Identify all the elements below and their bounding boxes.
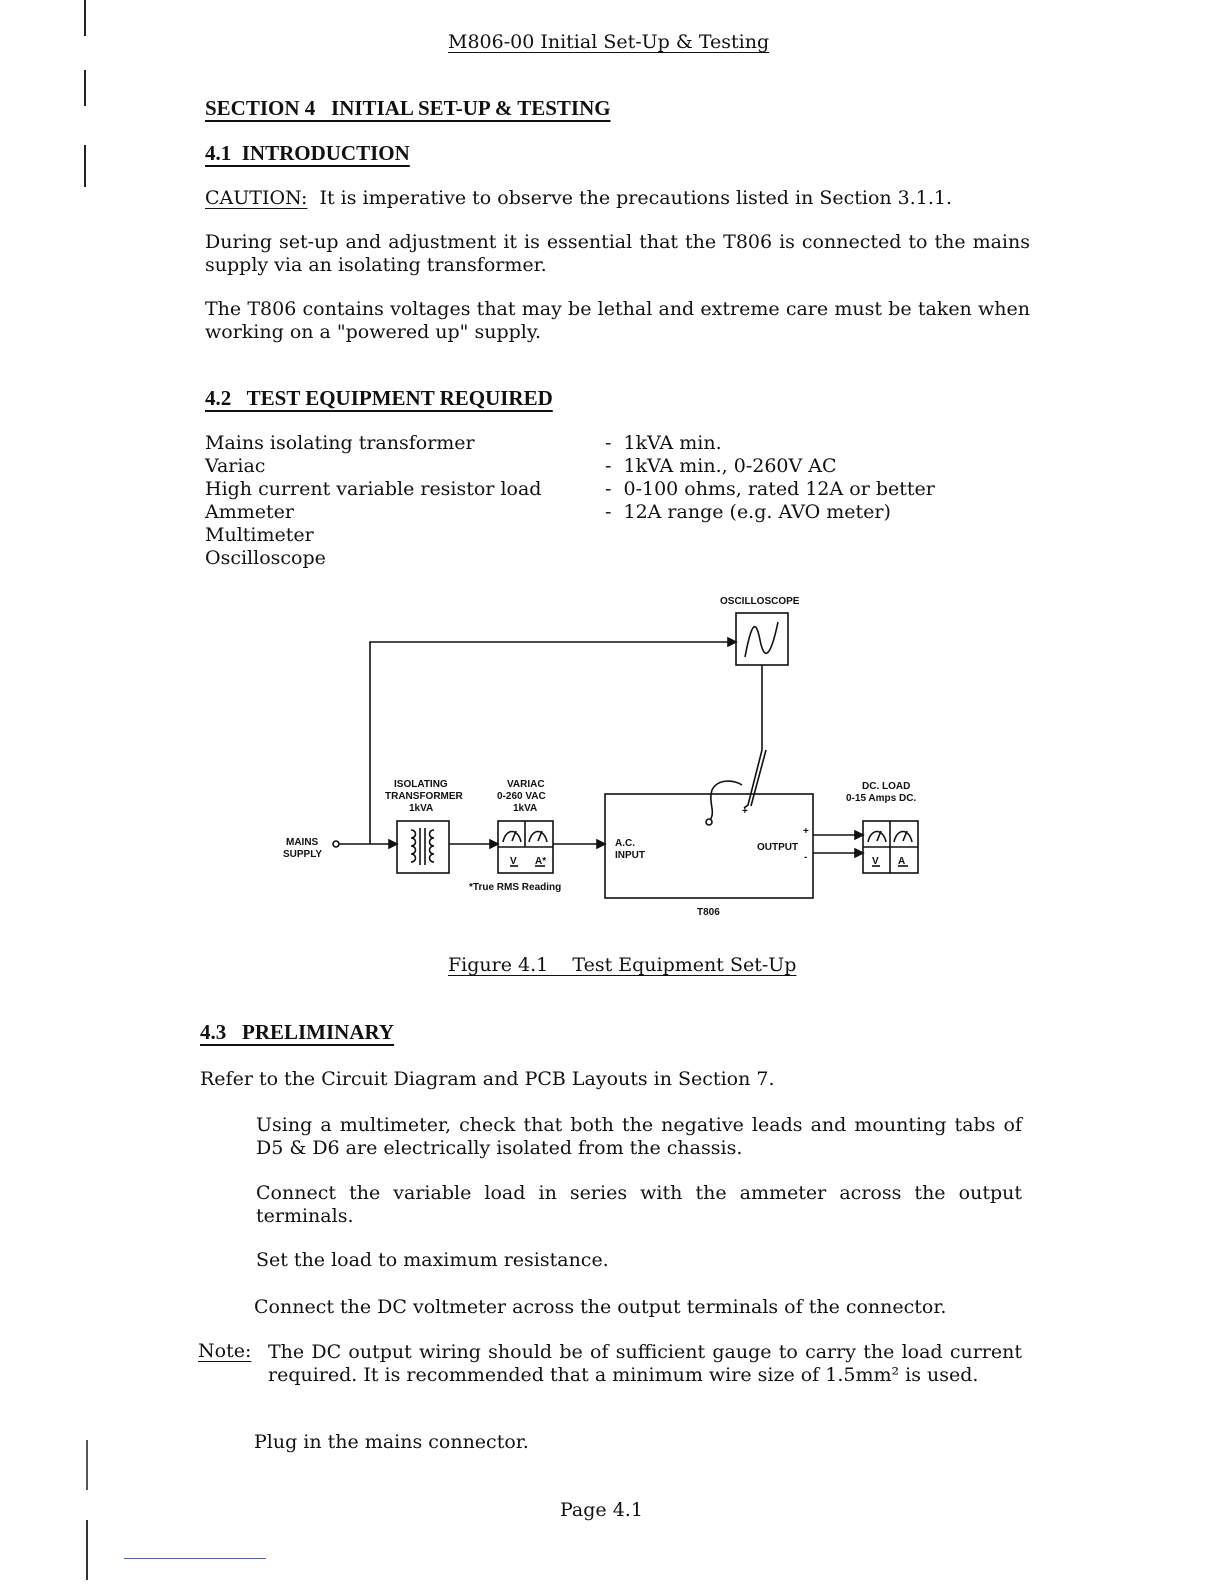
label-variac-a: A* (535, 856, 547, 867)
label-load-a: A (898, 856, 906, 867)
equipment-name: Variac (205, 455, 266, 477)
equipment-heading: 4.2 TEST EQUIPMENT REQUIRED (205, 386, 553, 410)
equipment-name: Oscilloscope (205, 547, 326, 569)
caution-text: It is imperative to observe the precautions listed in Section 3.1.1. (319, 187, 953, 209)
equipment-name: Mains isolating transformer (205, 432, 475, 454)
intro-heading: 4.1 INTRODUCTION (205, 141, 410, 165)
sine-wave-icon (745, 622, 778, 657)
caution-line (205, 187, 1030, 210)
section-title: SECTION 4 INITIAL SET-UP & TESTING (205, 96, 611, 120)
equipment-row (205, 432, 1005, 455)
label-t806: T806 (697, 907, 720, 918)
transformer-box (397, 821, 449, 873)
margin-mark (86, 1520, 88, 1580)
preliminary-heading: 4.3 PRELIMINARY (200, 1020, 395, 1044)
label-output-plus: + (803, 826, 809, 837)
intro-para-2: The T806 contains voltages that may be lethal and extreme care must be taken when working on a "powered up" supply. (205, 298, 1030, 343)
margin-mark (84, 0, 86, 36)
label-variac-v: V (510, 856, 517, 867)
label-probe-plus: + (742, 806, 748, 817)
label-variac-3: 1kVA (513, 803, 538, 814)
label-ac-input-2: INPUT (615, 850, 645, 861)
figure-caption: Figure 4.1 Test Equipment Set-Up (448, 954, 797, 976)
label-oscilloscope: OSCILLOSCOPE (720, 596, 800, 607)
equipment-row (205, 524, 1005, 547)
preliminary-step-3: Set the load to maximum resistance. (256, 1249, 609, 1271)
equipment-spec: - 1kVA min. (605, 432, 722, 454)
margin-mark (84, 145, 86, 187)
probe-icon (744, 750, 766, 808)
label-dc-load-2: 0-15 Amps DC. (846, 793, 917, 804)
equipment-name: High current variable resistor load (205, 478, 542, 500)
preliminary-step-1: Using a multimeter, check that both the negative leads and mounting tabs of D5 & D6 are electrically isolated from the chassis. (256, 1114, 1022, 1159)
equipment-name: Ammeter (205, 501, 294, 523)
note-label: Note: (198, 1340, 252, 1362)
equipment-list (205, 432, 1005, 570)
equipment-row (205, 501, 1005, 524)
label-variac-1: VARIAC (507, 779, 545, 790)
preliminary-step-5: Plug in the mains connector. (254, 1431, 529, 1453)
label-output: OUTPUT (757, 842, 799, 853)
label-dc-load-1: DC. LOAD (862, 781, 911, 792)
margin-mark (84, 70, 86, 106)
page-number: Page 4.1 (560, 1499, 643, 1521)
preliminary-step-4: Connect the DC voltmeter across the output terminals of the connector. (254, 1296, 947, 1318)
label-variac-2: 0-260 VAC (497, 791, 546, 802)
label-true-rms: *True RMS Reading (469, 882, 562, 893)
test-setup-diagram (0, 580, 1224, 920)
equipment-spec: - 0-100 ohms, rated 12A or better (605, 478, 935, 500)
equipment-row (205, 547, 1005, 570)
preliminary-step-2: Connect the variable load in series with the ammeter across the output terminals. (256, 1182, 1022, 1227)
label-isolating-1: ISOLATING (394, 779, 448, 790)
intro-para-1: During set-up and adjustment it is essential that the T806 is connected to the mains supply via an isolating transformer. (205, 231, 1030, 276)
oscilloscope-box (736, 613, 788, 665)
label-mains-1: MAINS (286, 837, 319, 848)
label-isolating-3: 1kVA (409, 803, 434, 814)
equipment-row (205, 478, 1005, 501)
equipment-row (205, 455, 1005, 478)
running-header: M806-00 Initial Set-Up & Testing (448, 31, 770, 53)
preliminary-intro: Refer to the Circuit Diagram and PCB Layouts in Section 7. (200, 1068, 775, 1090)
label-ac-input-1: A.C. (615, 838, 635, 849)
margin-mark (86, 1440, 88, 1490)
label-output-minus: - (804, 852, 808, 863)
equipment-spec: - 1kVA min., 0-260V AC (605, 455, 837, 477)
footer-rule (124, 1558, 266, 1559)
label-load-v: V (872, 856, 879, 867)
label-isolating-2: TRANSFORMER (385, 791, 463, 802)
equipment-spec: - 12A range (e.g. AVO meter) (605, 501, 891, 523)
note-text: The DC output wiring should be of sufficient gauge to carry the load current required. It is recommended that a minimum wire size of 1.5mm² is used. (268, 1341, 1022, 1386)
equipment-name: Multimeter (205, 524, 314, 546)
transformer-icon (411, 830, 416, 862)
caution-label: CAUTION: (205, 187, 308, 209)
label-mains-2: SUPPLY (283, 849, 323, 860)
